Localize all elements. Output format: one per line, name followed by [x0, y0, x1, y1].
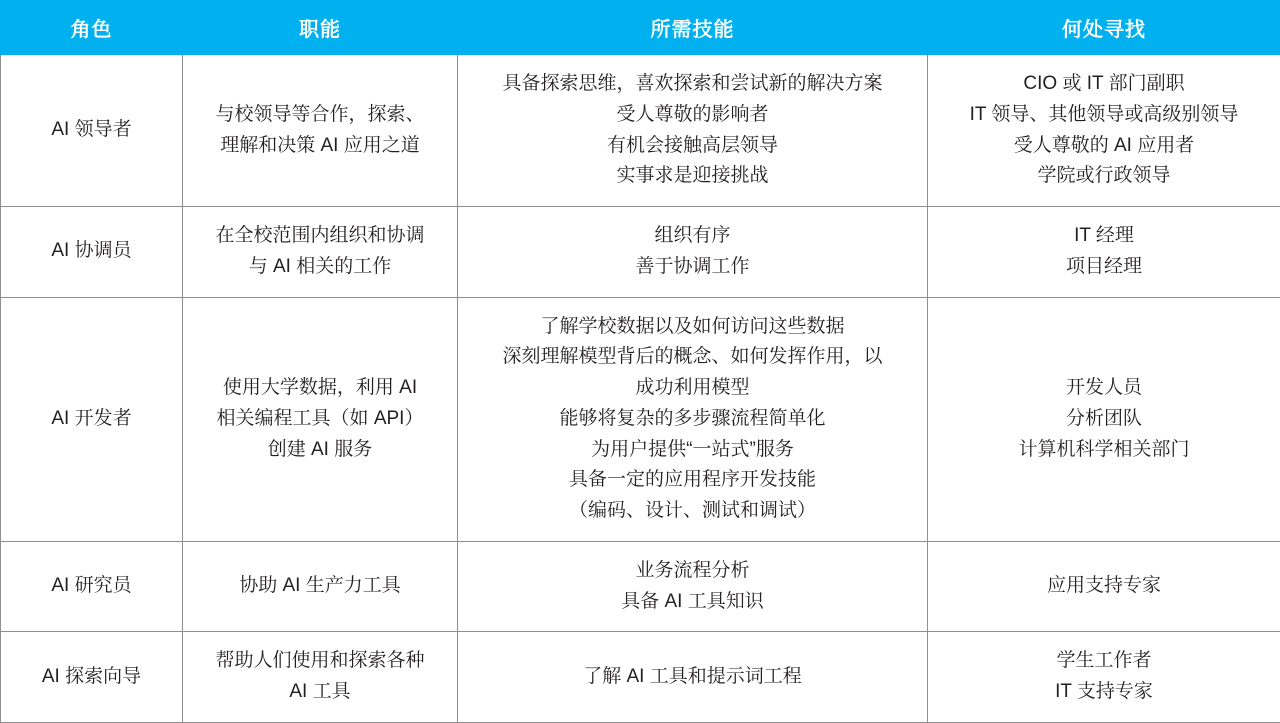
column-header-where: 何处寻找 — [928, 1, 1280, 55]
cell-skills — [458, 297, 928, 541]
text-line: 与校领导等合作，探索、 — [193, 100, 447, 131]
text-line: IT 支持专家 — [938, 677, 1270, 708]
text-line: 业务流程分析 — [468, 556, 917, 587]
cell-where — [928, 541, 1280, 632]
text-line: 理解和决策 AI 应用之道 — [193, 131, 447, 162]
text-line: 计算机科学相关部门 — [938, 435, 1270, 466]
cell-where — [928, 297, 1280, 541]
text-line: 相关编程工具（如 API） — [193, 404, 447, 435]
text-line: 具备 AI 工具知识 — [468, 587, 917, 618]
text-line: 受人尊敬的影响者 — [468, 100, 917, 131]
text-line: 有机会接触高层领导 — [468, 131, 917, 162]
text-line: CIO 或 IT 部门副职 — [938, 69, 1270, 100]
table-header — [1, 1, 1280, 55]
cell-where — [928, 632, 1280, 723]
text-line: IT 经理 — [938, 221, 1270, 252]
cell-skills — [458, 55, 928, 207]
text-line: 了解学校数据以及如何访问这些数据 — [468, 312, 917, 343]
text-line: 与 AI 相关的工作 — [193, 252, 447, 283]
text-line: 成功利用模型 — [468, 373, 917, 404]
header-row — [1, 1, 1280, 55]
cell-skills — [458, 632, 928, 723]
text-line: 项目经理 — [938, 252, 1270, 283]
text-line: 组织有序 — [468, 221, 917, 252]
table-row — [1, 632, 1280, 723]
text-line: 实事求是迎接挑战 — [468, 161, 917, 192]
text-line: 开发人员 — [938, 373, 1270, 404]
cell-function — [183, 55, 458, 207]
text-line: 创建 AI 服务 — [193, 435, 447, 466]
text-line: 学生工作者 — [938, 646, 1270, 677]
text-line: 具备一定的应用程序开发技能 — [468, 465, 917, 496]
cell-role: AI 探索向导 — [1, 632, 183, 723]
cell-skills — [458, 541, 928, 632]
cell-function — [183, 632, 458, 723]
text-line: （编码、设计、测试和调试） — [468, 496, 917, 527]
cell-function — [183, 207, 458, 298]
text-line: AI 工具 — [193, 677, 447, 708]
cell-skills — [458, 207, 928, 298]
text-line: 为用户提供“一站式”服务 — [468, 435, 917, 466]
text-line: IT 领导、其他领导或高级别领导 — [938, 100, 1270, 131]
table-row — [1, 297, 1280, 541]
column-header-function: 职能 — [183, 1, 458, 55]
cell-role: AI 研究员 — [1, 541, 183, 632]
table-row — [1, 207, 1280, 298]
cell-where — [928, 207, 1280, 298]
column-header-skills: 所需技能 — [458, 1, 928, 55]
text-line: 学院或行政领导 — [938, 161, 1270, 192]
text-line: 应用支持专家 — [938, 571, 1270, 602]
cell-role: AI 领导者 — [1, 55, 183, 207]
text-line: 具备探索思维，喜欢探索和尝试新的解决方案 — [468, 69, 917, 100]
text-line: 帮助人们使用和探索各种 — [193, 646, 447, 677]
text-line: 受人尊敬的 AI 应用者 — [938, 131, 1270, 162]
text-line: 能够将复杂的多步骤流程简单化 — [468, 404, 917, 435]
cell-role: AI 开发者 — [1, 297, 183, 541]
cell-function — [183, 541, 458, 632]
text-line: 分析团队 — [938, 404, 1270, 435]
text-line: 使用大学数据，利用 AI — [193, 373, 447, 404]
column-header-role: 角色 — [1, 1, 183, 55]
table-body — [1, 55, 1280, 723]
cell-where — [928, 55, 1280, 207]
text-line: 深刻理解模型背后的概念、如何发挥作用，以 — [468, 342, 917, 373]
text-line: 了解 AI 工具和提示词工程 — [468, 662, 917, 693]
table-row — [1, 55, 1280, 207]
text-line: 善于协调工作 — [468, 252, 917, 283]
table-row — [1, 541, 1280, 632]
cell-role: AI 协调员 — [1, 207, 183, 298]
cell-function — [183, 297, 458, 541]
text-line: 协助 AI 生产力工具 — [193, 571, 447, 602]
text-line: 在全校范围内组织和协调 — [193, 221, 447, 252]
